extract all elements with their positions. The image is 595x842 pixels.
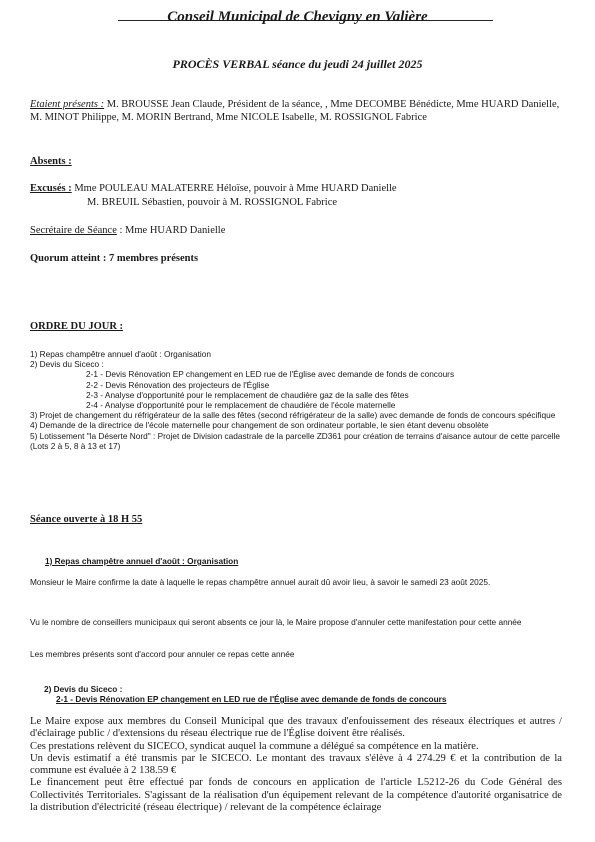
agenda-item-2-2: 2-2 - Devis Rénovation des projecteurs de l'Église <box>86 379 270 390</box>
session-secretary <box>30 225 570 238</box>
excuses-line-1: Mme POULEAU MALATERRE Héloïse, pouvoir à Mme HUARD Danielle <box>71 183 397 194</box>
agenda-list <box>30 349 570 451</box>
body-line-2: Ces prestations relèvent du SICECO, syndicat auquel la commune a délégué sa compétence en la matière. <box>30 740 479 752</box>
excuses-line-2: M. BREUIL Sébastien, pouvoir à M. ROSSIGNOL Fabrice <box>87 197 338 208</box>
agenda-item-2-1: 2-1 - Devis Rénovation EP changement en LED rue de l'Église avec demande de fonds de concours <box>86 369 455 380</box>
present-list: M. BROUSSE Jean Claude, Président de la séance, , Mme DECOMBE Bénédicte, Mme HUARD Danielle, M. MINOT Philippe, M. MORIN Bertrand, Mme NICOLE Isabelle, M. ROSSIGNOL Fabrice <box>30 99 560 123</box>
absents-label: Absents : <box>30 156 72 167</box>
present-label: Etaient présents : <box>30 99 105 110</box>
section-2-heading: 2) Devis du Siceco : <box>44 684 123 694</box>
section-1-title: 1) Repas champêtre annuel d'août : Organisation <box>45 556 239 566</box>
present-members <box>30 99 570 124</box>
section-1-paragraph-1: Monsieur le Maire confirme la date à laquelle le repas champêtre annuel aurait dû avoir lieu, à savoir le samedi 23 août 2025. <box>30 577 491 587</box>
page-title: Conseil Municipal de Chevigny en Valière <box>167 9 428 25</box>
excuses-label: Excusés : <box>30 183 72 194</box>
excused-members <box>30 183 570 196</box>
body-line-1: Le Maire expose aux membres du Conseil Municipal que des travaux d'enfouissement des réseaux électriques et autres / d'éclairage public / d'extensions du réseau électrique rue de l'Église doivent être réalisés. <box>30 716 562 740</box>
section-1-heading <box>45 556 238 566</box>
session-opened: Séance ouverte à 18 H 55 <box>30 514 143 525</box>
agenda-item-2-4: 2-4 - Analyse d'opportunité pour le remplacement de chaudière de l'école maternelle <box>86 400 396 411</box>
agenda-heading: ORDRE DU JOUR : <box>30 321 124 332</box>
agenda-item-3: 3) Projet de changement du réfrigérateur de la salle des fêtes (second réfrigérateur de la salle) avec demande de fonds de concours spécifique <box>30 410 556 421</box>
secretaire-name: : Mme HUARD Danielle <box>116 225 226 236</box>
document-subtitle: PROCÈS VERBAL séance du jeudi 24 juillet 2025 <box>172 57 423 71</box>
body-line-4: Le financement peut être effectué par fonds de concours en application de l'article L5212-26 du Code Général des Collectivités Territoriales. S'agissant de la réalisation d'un équipement relevant de la compétence d'autorité organisatrice de la distribution d'électricité (réseau électrique) / relevant de la compétence éclairage <box>30 777 562 814</box>
quorum-statement: Quorum atteint : 7 membres présents <box>30 253 199 264</box>
agenda-item-2: 2) Devis du Siceco : <box>30 359 104 370</box>
agenda-item-4: 4) Demande de la directrice de l'école maternelle pour changement de son ordinateur portable, le sien étant devenu obsolète <box>30 420 489 431</box>
secretaire-label: Secrétaire de Séance <box>30 225 117 236</box>
agenda-item-1: 1) Repas champêtre annuel d'août : Organisation <box>30 349 212 359</box>
body-line-3: Un devis estimatif a été transmis par le SICECO. Le montant des travaux s'élève à 4 274.29 € et la contribution de la commune est évaluée à 2 138.59 € <box>30 752 562 777</box>
section-2-1-body <box>30 716 562 814</box>
section-1-paragraph-3: Les membres présents sont d'accord pour annuler ce repas cette année <box>30 649 295 659</box>
agenda-item-5: 5) Lotissement "la Déserte Nord" : Projet de Division cadastrale de la parcelle ZD361 pour création de terrains d'aisance autour de cette parcelle (Lots 2 à 5, 8 à 13 et 17) <box>30 430 560 451</box>
section-1-paragraph-2: Vu le nombre de conseillers municipaux qui seront absents ce jour là, le Maire propose d'annuler cette manifestation pour cette année <box>30 617 522 627</box>
agenda-item-2-3: 2-3 - Analyse d'opportunité pour le remplacement de chaudière gaz de la salle des fêtes <box>86 389 409 400</box>
section-2-1-heading: 2-1 - Devis Rénovation EP changement en LED rue de l'Église avec demande de fonds de concours <box>56 694 447 704</box>
